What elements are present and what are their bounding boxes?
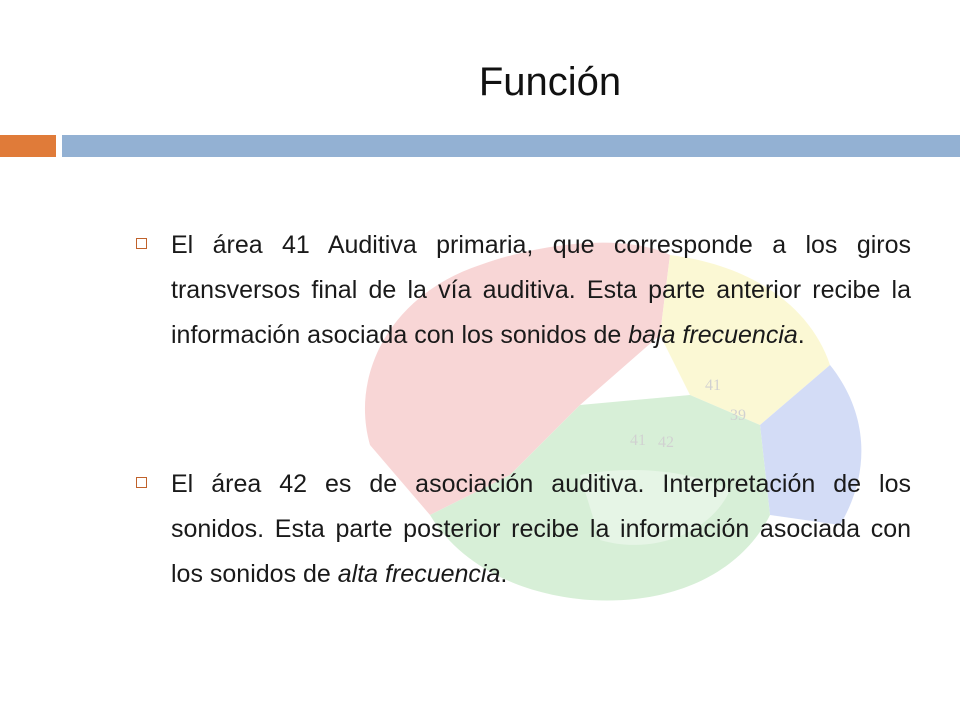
- title-accent-bar-orange: [0, 135, 56, 157]
- brain-label-39: 39: [730, 407, 746, 424]
- brain-label-41-bottom: 41: [630, 432, 646, 449]
- bullet-square-icon: [136, 238, 147, 249]
- bullet-end: .: [500, 560, 508, 588]
- bullet-text: El área 41 Auditiva primaria, que corresponde a los giros transversos final de la vía auditiva. Esta parte anterior recibe la información asociada con los sonidos de: [171, 231, 911, 349]
- bullet-text: El área 42 es de asociación auditiva. Interpretación de los sonidos. Esta parte posterior recibe la información asociada con los sonidos de: [171, 470, 911, 588]
- bullet-item-area-41: [171, 223, 911, 358]
- brain-label-42: 42: [658, 434, 674, 451]
- bullet-emphasis: baja frecuencia: [628, 321, 798, 349]
- bullet-square-icon: [136, 477, 147, 488]
- title-accent-bar-blue: [62, 135, 960, 157]
- bullet-emphasis: alta frecuencia: [337, 560, 501, 588]
- bullet-item-area-42: [171, 462, 911, 597]
- brain-label-41-top: 41: [705, 377, 721, 394]
- bullet-end: .: [797, 321, 805, 349]
- slide-title: Función: [478, 60, 622, 104]
